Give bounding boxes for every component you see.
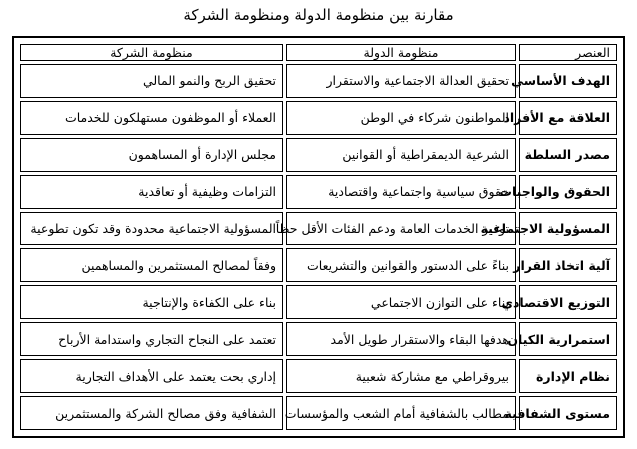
- header-company: منظومة الشركة: [20, 44, 283, 61]
- row-label: الهدف الأساسي: [519, 64, 617, 98]
- state-cell: بناءً على الدستور والقوانين والتشريعات: [286, 248, 516, 282]
- state-cell: بناء على التوازن الاجتماعي: [286, 285, 516, 319]
- company-cell: إداري بحت يعتمد على الأهداف التجارية: [20, 359, 283, 393]
- state-cell: بيروقراطي مع مشاركة شعبية: [286, 359, 516, 393]
- table-row: [20, 285, 617, 319]
- row-label: الحقوق والواجبات: [519, 175, 617, 209]
- company-cell: تحقيق الربح والنمو المالي: [20, 64, 283, 98]
- table-row: [20, 64, 617, 98]
- table-header-row: [20, 44, 617, 61]
- row-label: التوزيع الاقتصادي: [519, 285, 617, 319]
- state-cell: مطالب بالشفافية أمام الشعب والمؤسسات: [286, 396, 516, 430]
- row-label: المسؤولية الاجتماعية: [519, 212, 617, 246]
- row-label: مستوى الشفافية: [519, 396, 617, 430]
- page-title: مقارنة بين منظومة الدولة ومنظومة الشركة: [183, 6, 454, 24]
- company-cell: العملاء أو الموظفون مستهلكون للخدمات: [20, 101, 283, 135]
- row-label: آلية اتخاذ القرار: [519, 248, 617, 282]
- company-cell: مجلس الإدارة أو المساهمون: [20, 138, 283, 172]
- company-cell: وفقاً لمصالح المستثمرين والمساهمين: [20, 248, 283, 282]
- header-element: العنصر: [519, 44, 617, 61]
- company-cell: تعتمد على النجاح التجاري واستدامة الأرباح: [20, 322, 283, 356]
- company-cell: بناء على الكفاءة والإنتاجية: [20, 285, 283, 319]
- table-row: [20, 396, 617, 430]
- row-label: نظام الإدارة: [519, 359, 617, 393]
- row-label: العلاقة مع الأفراد: [519, 101, 617, 135]
- table-row: [20, 248, 617, 282]
- company-cell: الشفافية وفق مصالح الشركة والمستثمرين: [20, 396, 283, 430]
- state-cell: هدفها البقاء والاستقرار طويل الأمد: [286, 322, 516, 356]
- comparison-table: [17, 41, 620, 433]
- row-label: مصدر السلطة: [519, 138, 617, 172]
- comparison-table-frame: [12, 36, 625, 438]
- state-cell: توفير الخدمات العامة ودعم الفئات الأقل حظاً: [286, 212, 516, 246]
- row-label: استمرارية الكيان: [519, 322, 617, 356]
- state-cell: المواطنون شركاء في الوطن: [286, 101, 516, 135]
- table-row: [20, 138, 617, 172]
- company-cell: المسؤولية الاجتماعية محدودة وقد تكون تطوعية: [20, 212, 283, 246]
- state-cell: الشرعية الديمقراطية أو القوانين: [286, 138, 516, 172]
- table-row: [20, 212, 617, 246]
- table-row: [20, 322, 617, 356]
- table-row: [20, 101, 617, 135]
- state-cell: حقوق سياسية واجتماعية واقتصادية: [286, 175, 516, 209]
- header-state: منظومة الدولة: [286, 44, 516, 61]
- state-cell: تحقيق العدالة الاجتماعية والاستقرار: [286, 64, 516, 98]
- table-row: [20, 359, 617, 393]
- company-cell: التزامات وظيفية أو تعاقدية: [20, 175, 283, 209]
- table-row: [20, 175, 617, 209]
